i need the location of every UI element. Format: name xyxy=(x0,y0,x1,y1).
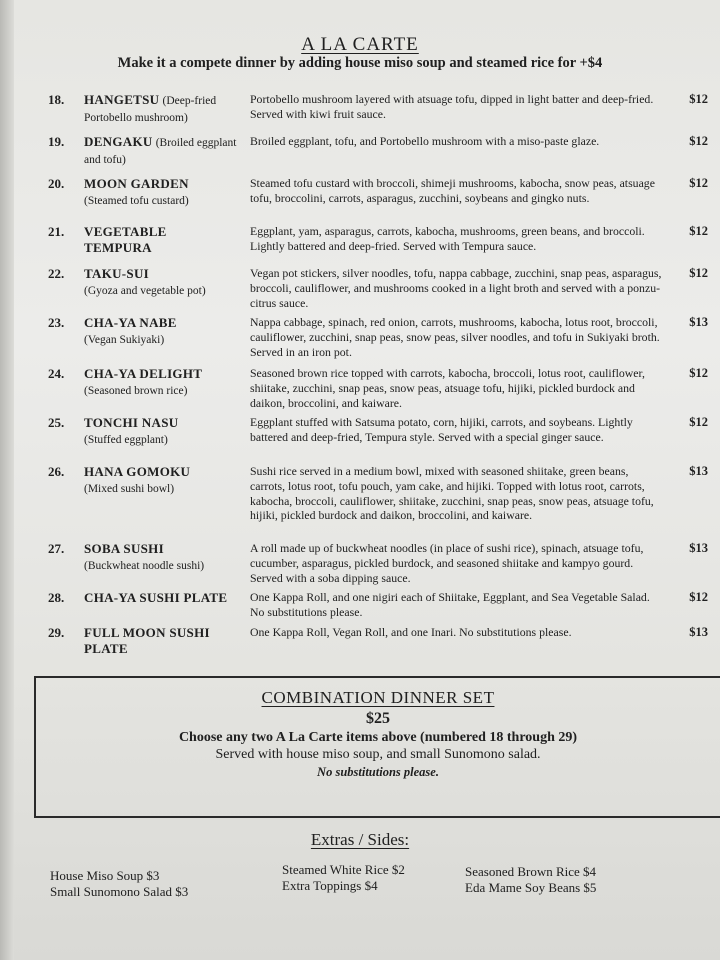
item-description: Vegan pot stickers, silver noodles, tofu, nappa cabbage, zucchini, snap peas, asparagus, broccoli, cauliflower, and mushrooms cooked in a light broth and served with a ponzu-citrus sauce. xyxy=(250,266,662,310)
item-name-block xyxy=(84,625,244,657)
item-number: 18. xyxy=(48,92,65,107)
extras-title: Extras / Sides: xyxy=(310,830,410,849)
extra-item: Extra Toppings $4 xyxy=(282,878,378,893)
extra-item: Steamed White Rice $2 xyxy=(282,862,405,877)
item-price: $12 xyxy=(689,266,708,280)
item-name-block xyxy=(84,224,214,256)
item-price: $13 xyxy=(689,315,708,329)
item-number: 28. xyxy=(48,590,65,605)
item-name: HANGETSU xyxy=(84,92,160,107)
extra-item: Seasoned Brown Rice $4 xyxy=(465,864,597,879)
extras-column-1 xyxy=(50,868,188,900)
extras-column-2 xyxy=(282,862,405,894)
item-subtitle: (Vegan Sukiyaki) xyxy=(84,334,165,346)
item-price: $12 xyxy=(689,366,708,380)
item-price: $12 xyxy=(689,224,708,238)
page-title: A LA CARTE xyxy=(301,34,419,55)
item-subtitle: (Seasoned brown rice) xyxy=(84,385,188,397)
item-description: Portobello mushroom layered with atsuage tofu, dipped in light batter and deep-fried. Served with kiwi fruit sauce. xyxy=(250,92,654,121)
combo-instructions: Choose any two A La Carte items above (numbered 18 through 29) xyxy=(178,730,578,745)
item-price: $12 xyxy=(689,590,708,604)
item-price: $13 xyxy=(689,541,708,555)
item-name-block xyxy=(84,134,254,168)
item-description: Steamed tofu custard with broccoli, shimeji mushrooms, kabocha, snow peas, atsuage tofu, broccolini, carrots, asparagus, zucchini, soybeans and gingko nuts. xyxy=(250,176,655,205)
item-description: Seasoned brown rice topped with carrots, kabocha, broccoli, lotus root, cauliflower, shiitake, zucchini, snap peas, snow peas, atsuage tofu, hijiki, pickled burdock and daikon, broccolini, and kaiware. xyxy=(250,366,645,410)
item-name: TAKU-SUI xyxy=(84,266,150,281)
extra-item: Eda Mame Soy Beans $5 xyxy=(465,880,597,895)
item-name: HANA GOMOKU xyxy=(84,464,191,479)
item-price: $13 xyxy=(689,625,708,639)
item-number: 21. xyxy=(48,224,65,239)
item-subtitle: (Steamed tofu custard) xyxy=(84,195,189,207)
item-name-block xyxy=(84,315,254,348)
item-name: CHA-YA NABE xyxy=(84,315,177,330)
item-number: 25. xyxy=(48,415,65,430)
item-number: 24. xyxy=(48,366,65,381)
item-name: VEGETABLE TEMPURA xyxy=(84,224,167,255)
item-subtitle: (Deep-fried Portobello mushroom) xyxy=(84,95,217,124)
item-name: CHA-YA DELIGHT xyxy=(84,366,203,381)
extras-column-3 xyxy=(465,864,596,896)
item-price: $12 xyxy=(689,176,708,190)
item-name: MOON GARDEN xyxy=(84,176,189,191)
item-name: TONCHI NASU xyxy=(84,415,179,430)
item-description: Eggplant stuffed with Satsuma potato, corn, hijiki, carrots, and soybeans. Lightly battered and deep-fried, Tempura style. Served with a special ginger sauce. xyxy=(250,415,633,444)
item-price: $13 xyxy=(689,464,708,478)
item-number: 20. xyxy=(48,176,65,191)
extra-item: House Miso Soup $3 xyxy=(50,868,160,883)
item-description: One Kappa Roll, Vegan Roll, and one Inari. No substitutions please. xyxy=(250,625,572,639)
combo-price: $25 xyxy=(366,710,390,727)
combo-note: No substitutions please. xyxy=(317,765,439,779)
item-name-block xyxy=(84,541,254,574)
item-subtitle: (Gyoza and vegetable pot) xyxy=(84,285,206,297)
item-number: 26. xyxy=(48,464,65,479)
item-name: FULL MOON SUSHI PLATE xyxy=(84,625,210,656)
item-subtitle: (Broiled eggplant and tofu) xyxy=(84,137,237,166)
item-number: 22. xyxy=(48,266,65,281)
item-name-block xyxy=(84,266,224,299)
item-description: Broiled eggplant, tofu, and Portobello mushroom with a miso-paste glaze. xyxy=(250,134,600,148)
page-edge-shadow xyxy=(0,0,14,960)
item-name: SOBA SUSHI xyxy=(84,541,164,556)
item-subtitle: (Buckwheat noodle sushi) xyxy=(84,560,205,572)
item-name-block xyxy=(84,366,254,399)
item-description: One Kappa Roll, and one nigiri each of Shiitake, Eggplant, and Sea Vegetable Salad. No substitutions please. xyxy=(250,590,650,619)
item-description: Sushi rice served in a medium bowl, mixed with seasoned shiitake, green beans, carrots, lotus root, tofu pouch, yam cake, and hijiki. Topped with lotus root, carrots, kabocha, broccoli, cauliflower, shiitake, zucchini, snap peas, snow peas, atsuage tofu, hijiki, pickled burdock and daikon, broccolini, and kaiware. xyxy=(250,464,654,523)
item-description: Nappa cabbage, spinach, red onion, carrots, mushrooms, kabocha, lotus root, broccoli, cauliflower, zucchini, snap peas, snow peas, silver noodles, and tofu in Sukiyaki broth. Served in an iron pot. xyxy=(250,315,660,359)
item-price: $12 xyxy=(689,415,708,429)
item-description: Eggplant, yam, asparagus, carrots, kabocha, mushrooms, green beans, and broccoli. Lightly battered and deep-fried. Served with Tempura sauce. xyxy=(250,224,645,253)
item-name: CHA-YA SUSHI PLATE xyxy=(84,590,228,605)
item-description: A roll made up of buckwheat noodles (in place of sushi rice), spinach, atsuage tofu, cucumber, asparagus, pickled burdock, and seasoned shiitake and kampyo gourd. Served with a soba dipping sauce. xyxy=(250,541,644,585)
item-name: DENGAKU xyxy=(84,134,153,149)
item-name-block xyxy=(84,176,254,209)
item-price: $12 xyxy=(689,92,708,106)
item-number: 29. xyxy=(48,625,65,640)
item-price: $12 xyxy=(689,134,708,148)
item-name-block xyxy=(84,92,254,126)
item-number: 27. xyxy=(48,541,65,556)
extra-item: Small Sunomono Salad $3 xyxy=(50,884,189,899)
item-subtitle: (Stuffed eggplant) xyxy=(84,434,168,446)
combo-title: COMBINATION DINNER SET xyxy=(261,688,495,707)
item-name-block xyxy=(84,415,254,448)
page-subtitle: Make it a compete dinner by adding house miso soup and steamed rice for +$4 xyxy=(117,55,603,71)
item-name-block xyxy=(84,590,234,606)
item-name-block xyxy=(84,464,254,497)
item-number: 19. xyxy=(48,134,65,149)
item-subtitle: (Mixed sushi bowl) xyxy=(84,483,175,495)
combination-dinner-box xyxy=(34,676,720,818)
item-number: 23. xyxy=(48,315,65,330)
combo-served-with: Served with house miso soup, and small Sunomono salad. xyxy=(215,747,541,762)
